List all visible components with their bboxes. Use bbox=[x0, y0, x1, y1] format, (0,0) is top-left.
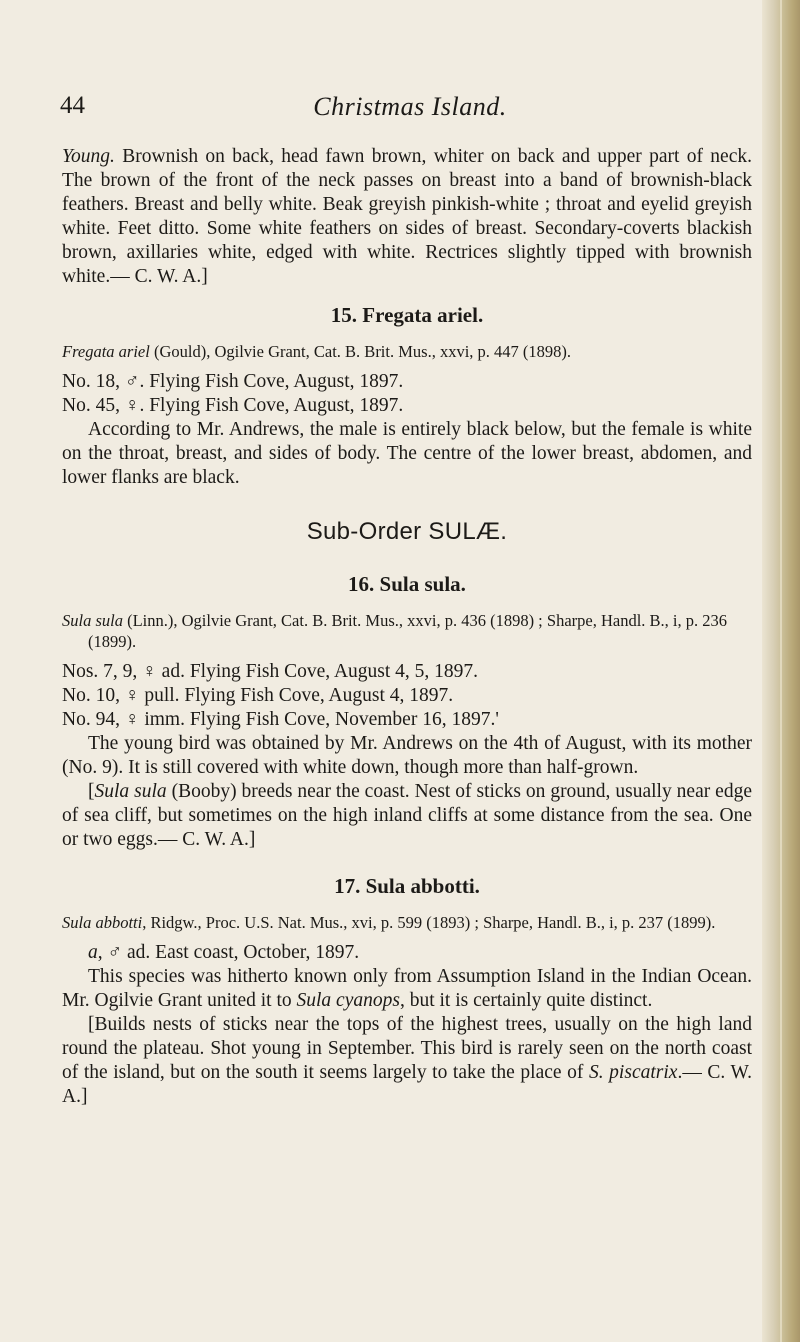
synonymy-text: (Gould), Ogilvie Grant, Cat. B. Brit. Mus., xxvi, p. 447 (1898). bbox=[149, 342, 572, 361]
synonymy-name: Sula abbotti bbox=[62, 913, 143, 932]
species-paragraph: According to Mr. Andrews, the male is entirely black below, but the female is white on the throat, breast, and sides of body. The centre of the lower breast, abdomen, and lower flanks are black. bbox=[62, 419, 752, 488]
note-text: .— C. W. A.] bbox=[62, 1062, 753, 1107]
note-bracket: [ bbox=[88, 781, 95, 802]
suborder-heading: Sub-Order SULÆ. bbox=[306, 518, 508, 545]
specimen-label: a bbox=[88, 942, 98, 963]
synonymy-15 bbox=[62, 341, 752, 362]
specimen-line: No. 10, ♀ pull. Flying Fish Cove, August 4, 1897. bbox=[62, 685, 454, 706]
synonymy-16 bbox=[62, 610, 752, 652]
specimen-line: Nos. 7, 9, ♀ ad. Flying Fish Cove, August 4, 5, 1897. bbox=[62, 661, 479, 682]
young-description bbox=[62, 145, 752, 289]
specimen-line bbox=[62, 941, 752, 965]
synonymy-name: Sula sula bbox=[62, 611, 123, 630]
specimen-line: No. 45, ♀. Flying Fish Cove, August, 1897. bbox=[62, 395, 404, 416]
para-text: This species was hitherto known only from Assumption Island in the Indian Ocean. Mr. Ogilvie Grant united it to bbox=[62, 966, 752, 1011]
species-paragraph: The young bird was obtained by Mr. Andrews on the 4th of August, with its mother (No. 9). It is still covered with white down, though more than half-grown. bbox=[62, 733, 752, 778]
species-heading-15: 15. Fregata ariel. bbox=[330, 303, 484, 327]
note-name: Sula sula bbox=[94, 781, 167, 802]
note-name: S. piscatrix bbox=[588, 1062, 678, 1083]
field-note bbox=[62, 780, 752, 852]
field-note bbox=[62, 1013, 752, 1109]
specimen-line: No. 18, ♂. Flying Fish Cove, August, 1897. bbox=[62, 371, 404, 392]
running-head: Christmas Island. bbox=[313, 92, 507, 121]
young-label: Young. bbox=[62, 146, 115, 167]
page-content bbox=[62, 145, 752, 1109]
note-text: (Booby) breeds near the coast. Nest of sticks on ground, usually near edge of sea cliff, but sometimes on the high inland cliffs at some distance from the sea. One or two eggs.— C. W. A.] bbox=[62, 781, 752, 850]
species-paragraph bbox=[62, 965, 752, 1013]
specimen-text: , ♂ ad. East coast, October, 1897. bbox=[97, 942, 360, 963]
note-text: [Builds nests of sticks near the tops of the highest trees, usually on the high land round the plateau. Shot young in September. This bird is rarely seen on the north coast of the island, but on the south it seems largely to take the place of bbox=[62, 1014, 752, 1083]
species-heading-16: 16. Sula sula. bbox=[348, 572, 466, 596]
para-text: , but it is certainly quite distinct. bbox=[399, 990, 653, 1011]
synonymy-17 bbox=[62, 912, 752, 933]
species-heading-17: 17. Sula abbotti. bbox=[334, 874, 480, 898]
synonymy-name: Fregata ariel bbox=[62, 342, 150, 361]
young-text: Brownish on back, head fawn brown, whiter on back and upper part of neck. The brown of the front of the neck passes on breast into a band of brownish-black feathers. Breast and belly white. Beak greyish pinkish-white ; throat and eyelid greyish white. Feet ditto. Some white feathers on sides of breast. Secondary-coverts blackish brown, axillaries white, edged with white. Rectrices slightly tipped with brownish white.— C. W. A.] bbox=[62, 146, 752, 287]
page-header bbox=[60, 92, 740, 132]
page-number: 44 bbox=[60, 92, 85, 119]
specimen-line: No. 94, ♀ imm. Flying Fish Cove, November 16, 1897.' bbox=[62, 709, 499, 730]
page-edge-line bbox=[780, 0, 782, 1342]
synonymy-text: , Ridgw., Proc. U.S. Nat. Mus., xvi, p. 599 (1893) ; Sharpe, Handl. B., i, p. 237 (1899). bbox=[142, 913, 716, 932]
synonymy-text: (Linn.), Ogilvie Grant, Cat. B. Brit. Mus., xxvi, p. 436 (1898) ; Sharpe, Handl. B., i, p. 236 (1899). bbox=[88, 611, 727, 651]
para-name: Sula cyanops bbox=[296, 990, 400, 1011]
